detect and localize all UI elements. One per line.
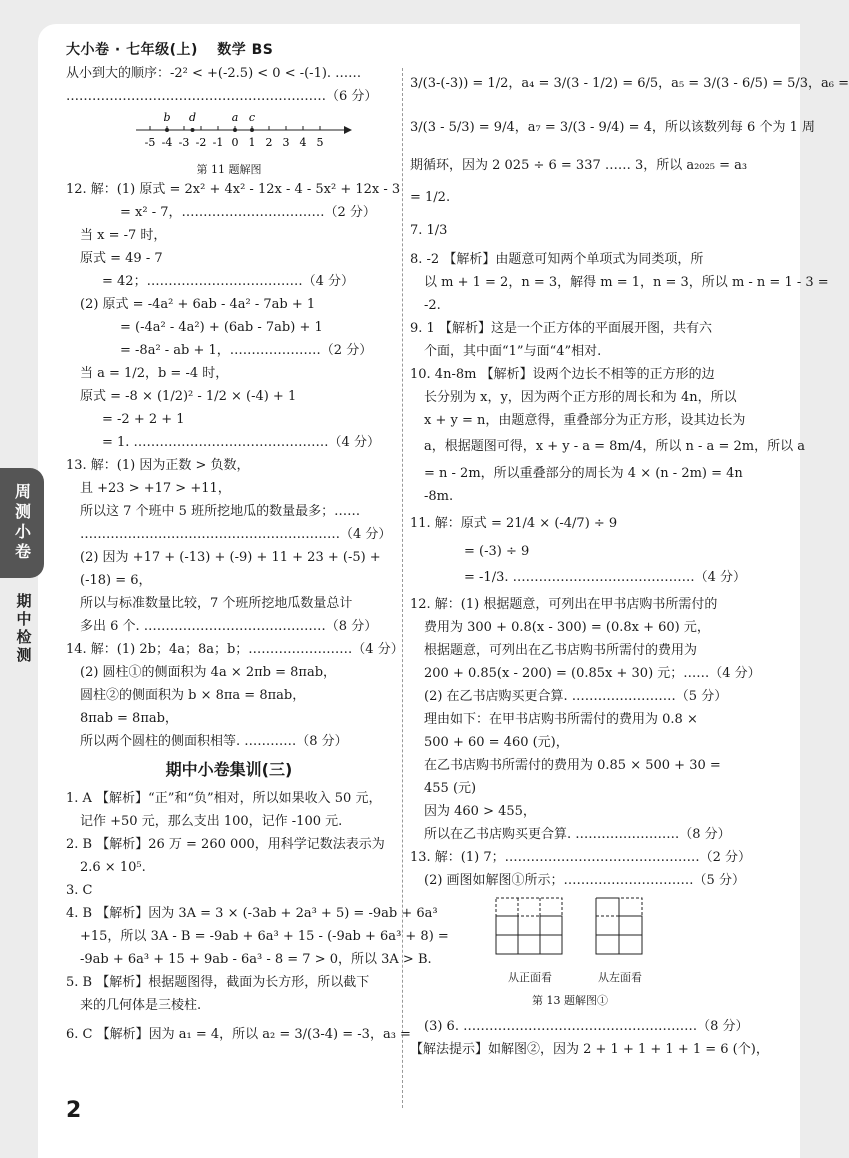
answer-line: 13. 解：(1) 因为正数 > 负数， (66, 458, 250, 473)
tick-label: 2 (265, 136, 273, 149)
answer-line: 根据题意，可列出在乙书店购书所需付的费用为 (424, 643, 698, 658)
arrow-icon (344, 126, 352, 134)
answer-line: -9ab + 6a³ + 15 + 9ab - 6a³ - 8 = 7 > 0，所以 3A > B. (80, 952, 432, 967)
answer-line: 原式 = -8 × (1/2)² - 1/2 × (-4) + 1 (80, 389, 297, 404)
answer-line: 长分别为 x，y，因为两个正方形的周长和为 4n，所以 (424, 390, 737, 405)
front-view-label: 从正面看 (508, 971, 552, 984)
answer-line: 3/(3-(-3)) = 1/2，a₄ = 3/(3 - 1/2) = 6/5，a₅ = 3/(3 - 6/5) = 5/3，a₆ = (410, 76, 849, 91)
tick-label: 1 (248, 136, 256, 149)
point-label: b (163, 111, 171, 124)
answer-line: = 42；………………………………（4 分） (102, 274, 354, 289)
front-view-figure (494, 896, 566, 989)
answer-line: = -8a² - ab + 1，…………………（2 分） (120, 343, 373, 358)
number-line-figure (66, 108, 392, 154)
answer-line: 2.6 × 10⁵. (80, 860, 146, 875)
answer-line: 1. A 【解析】“正”和“负”相对，所以如果收入 50 元， (66, 791, 382, 806)
answer-line: 500 + 60 = 460 (元)， (424, 735, 569, 750)
answer-line: 200 + 0.85(x - 200) = (0.85x + 30) 元；……（4 分） (424, 666, 761, 681)
answer-line: = 1. ………………………………………（4 分） (102, 435, 380, 450)
answer-line: (-18) = 6， (80, 573, 152, 588)
answer-line: 【解法提示】如解图②，因为 2 + 1 + 1 + 1 + 1 = 6 (个)， (410, 1042, 769, 1057)
answer-line: 12. 解：(1) 原式 = 2x² + 4x² - 12x - 4 - 5x² + 12x - 3 (66, 182, 401, 197)
answer-line: = x² - 7，……………………………（2 分） (120, 205, 376, 220)
answer-line: 来的几何体是三棱柱. (80, 998, 202, 1013)
answer-line: 所以两个圆柱的侧面积相等. …………（8 分） (80, 734, 348, 749)
right-column (410, 62, 849, 1061)
section-title: 期中小卷集训(三) (165, 760, 293, 779)
tick-label: -4 (161, 136, 173, 149)
answer-line: 11. 解：原式 = 21/4 × (-4/7) ÷ 9 (410, 516, 618, 531)
tick-label: 5 (316, 136, 324, 149)
answer-line: = n - 2m，所以重叠部分的周长为 4 × (n - 2m) = 4n (424, 466, 743, 481)
answer-line: 当 a = 1/2，b = -4 时， (80, 366, 229, 381)
answer-line: 所以在乙书店购买更合算. ……………………（8 分） (424, 827, 731, 842)
answer-line: x + y = n，由题意得，重叠部分为正方形，设其边长为 (424, 413, 746, 428)
point-label: c (248, 111, 256, 124)
left-view-figure (594, 896, 646, 989)
answer-line: 个面，其中面“1”与面“4”相对. (424, 344, 602, 359)
tick-label: -1 (212, 136, 224, 149)
subject-label: 数学 BS (217, 42, 274, 58)
tick-label: -5 (144, 136, 156, 149)
answer-line: 费用为 300 + 0.8(x - 300) = (0.8x + 60) 元， (424, 620, 710, 635)
answer-line: 记作 +50 元，那么支出 100，记作 -100 元. (80, 814, 343, 829)
answer-line: 所以这 7 个班中 5 班所挖地瓜的数量最多；…… (80, 504, 361, 519)
answer-line: -2. (424, 298, 441, 313)
tick-label: -2 (195, 136, 207, 149)
page-number: 2 (66, 1098, 82, 1123)
answer-line: 5. B 【解析】根据题图得，截面为长方形，所以截下 (66, 975, 370, 990)
tick-label: 3 (282, 136, 290, 149)
answer-line: 3. C (66, 883, 93, 898)
answer-line: = (-4a² - 4a²) + (6ab - 7ab) + 1 (120, 320, 323, 335)
answer-line: +15，所以 3A - B = -9ab + 6a³ + 15 - (-9ab + 6a³ + 8) = (80, 929, 449, 944)
answer-line: 2. B 【解析】26 万 = 260 000，用科学记数法表示为 (66, 837, 385, 852)
point-d (191, 128, 195, 132)
point-b (165, 128, 169, 132)
answer-line: 4. B 【解析】因为 3A = 3 × (-3ab + 2a³ + 5) = -9ab + 6a³ (66, 906, 438, 921)
tick-label: 0 (231, 136, 239, 149)
book-title: 大小卷 · 七年级(上) (66, 42, 198, 58)
answer-line: (2) 因为 +17 + (-13) + (-9) + 11 + 23 + (-5) + (80, 550, 381, 565)
answer-line: 12. 解：(1) 根据题意，可列出在甲书店购书所需付的 (410, 597, 718, 612)
answer-line: 3/(3 - 5/3) = 9/4，a₇ = 3/(3 - 9/4) = 4，所以该数列每 6 个为 1 周 (410, 120, 815, 135)
answer-line: 且 +23 > +17 > +11， (80, 481, 231, 496)
answer-line: 在乙书店购书所需付的费用为 0.85 × 500 + 30 = (424, 758, 721, 773)
tick-label: 4 (299, 136, 307, 149)
answer-line: 期循环，因为 2 025 ÷ 6 = 337 …… 3，所以 a₂₀₂₅ = a₃ (410, 158, 748, 173)
answer-line: 7. 1/3 (410, 223, 448, 238)
point-label: d (188, 111, 197, 124)
answer-line: 以 m + 1 = 2，n = 3，解得 m = 1，n = 3，所以 m - n = 1 - 3 = (424, 275, 829, 290)
answer-line: 455 (元) (424, 781, 477, 796)
answer-line: 当 x = -7 时， (80, 228, 167, 243)
answer-line: 6. C 【解析】因为 a₁ = 4，所以 a₂ = 3/(3-4) = -3，a₃ = (66, 1027, 411, 1042)
answer-line: (2) 原式 = -4a² + 6ab - 4a² - 7ab + 1 (80, 297, 316, 312)
answer-line: 所以与标准数量比较，7 个班所挖地瓜数量总计 (80, 596, 353, 611)
midterm-tab[interactable]: 期中检测 (14, 593, 33, 665)
answer-line: 8. -2 【解析】由题意可知两个单项式为同类项，所 (410, 252, 704, 267)
answer-line: 13. 解：(1) 7；………………………………………（2 分） (410, 850, 752, 865)
answer-line: = (-3) ÷ 9 (464, 544, 530, 559)
answer-line: 圆柱②的侧面积为 b × 8πa = 8πab， (80, 688, 306, 703)
answer-line: 14. 解：(1) 2b；4a；8a；b；……………………（4 分） (66, 642, 404, 657)
front-view-grid (494, 896, 566, 958)
answer-line: (2) 圆柱①的侧面积为 4a × 2πb = 8πab， (80, 665, 337, 680)
answer-line: (2) 画图如解图①所示；…………………………（5 分） (424, 873, 745, 888)
weekly-tab[interactable]: 周测小卷 (0, 468, 44, 578)
answer-line: 多出 6 个. ……………………………………（8 分） (80, 619, 378, 634)
figure-caption: 第 11 题解图 (196, 163, 262, 176)
answer-line: -8m. (424, 489, 454, 504)
figure-caption: 第 13 题解图① (532, 994, 608, 1007)
answer-line: = -1/3. ……………………………………（4 分） (464, 570, 747, 585)
answer-line: 原式 = 49 - 7 (80, 251, 163, 266)
answer-line: = 1/2. (410, 190, 451, 205)
answer-line: 8πab = 8πab， (80, 711, 178, 726)
text-line: 从小到大的顺序：-2² < +(-2.5) < 0 < -(-1). …… (66, 66, 362, 81)
point-c (250, 128, 254, 132)
left-view-grid (594, 896, 646, 958)
tick-label: -3 (178, 136, 190, 149)
answer-line: 因为 460 > 455， (424, 804, 536, 819)
point-label: a (231, 111, 239, 124)
answer-line: 10. 4n-8m 【解析】设两个边长不相等的正方形的边 (410, 367, 715, 382)
answer-line: (3) 6. ………………………………………………（8 分） (424, 1019, 749, 1034)
left-view-label: 从左面看 (598, 971, 642, 984)
point-a (233, 128, 237, 132)
text-line: ……………………………………………………（6 分） (66, 89, 378, 104)
answer-line: 9. 1 【解析】这是一个正方体的平面展开图，共有六 (410, 321, 712, 336)
answer-line: a，根据题图可得，x + y - a = 8m/4，所以 n - a = 2m，所以 a (424, 439, 805, 454)
running-header (66, 39, 287, 59)
answer-line: = -2 + 2 + 1 (102, 412, 185, 427)
answer-line: (2) 在乙书店购买更合算. ……………………（5 分） (424, 689, 728, 704)
answer-line: 理由如下：在甲书店购书所需付的费用为 0.8 × (424, 712, 698, 727)
view-figures (410, 896, 730, 989)
answer-line: ……………………………………………………（4 分） (80, 527, 392, 542)
